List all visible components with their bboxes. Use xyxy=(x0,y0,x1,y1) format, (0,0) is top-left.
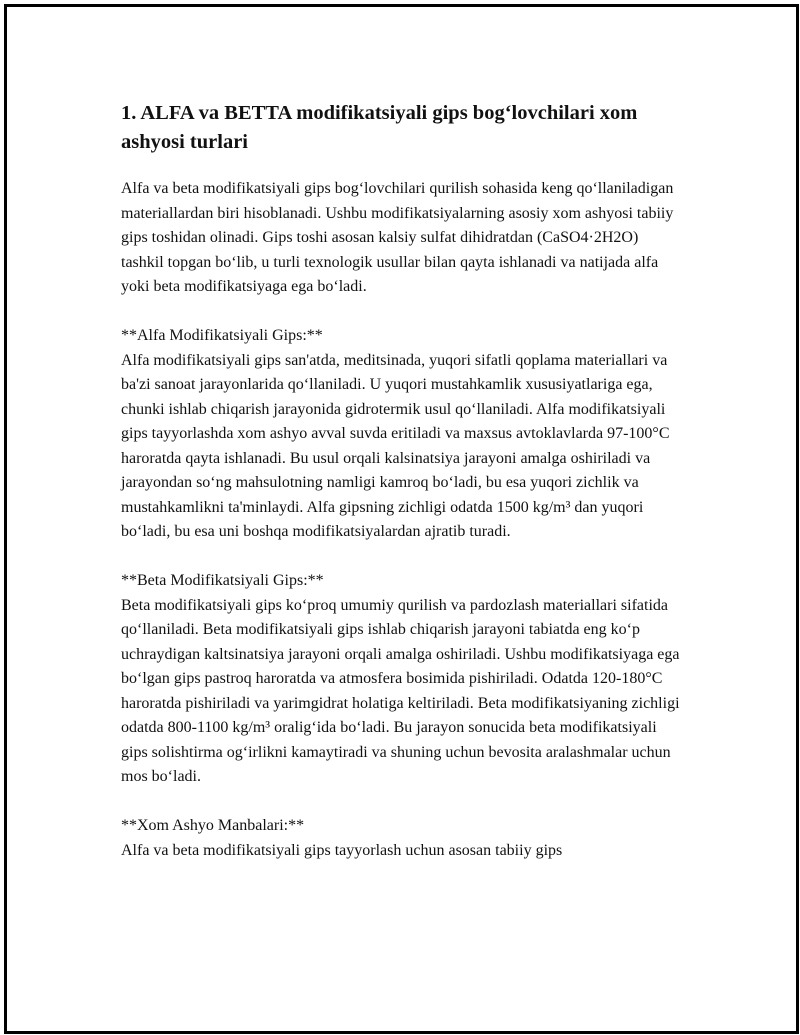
document-body xyxy=(121,99,684,863)
page-border xyxy=(4,4,799,1034)
beta-subheading: **Beta Modifikatsiyali Gips:** xyxy=(121,572,324,589)
beta-paragraph: Beta modifikatsiyali gips ko‘proq umumiy qurilish va pardozlash materiallari sifatida qo‘llaniladi. Beta modifikatsiyali gips ishlab chiqarish jarayoni tabiatda eng ko‘p uchraydigan kaltsinatsiya jarayoni orqali amalga oshiriladi. Ushbu modifikatsiyaga ega bo‘lgan gips pastroq haroratda va atmosfera bosimida pishiriladi. Odatda 120-180°C haroratda pishiriladi va yarimgidrat holatiga keltiriladi. Beta modifikatsiyaning zichligi odatda 800-1100 kg/m³ oralig‘ida bo‘ladi. Bu jarayon sonucida beta modifikatsiyali gips solishtirma og‘irlikni kamaytiradi va shuning uchun bevosita aralashmalar uchun mos bo‘ladi. xyxy=(121,596,684,785)
xom-ashyo-paragraph: Alfa va beta modifikatsiyali gips tayyorlash uchun asosan tabiiy gips xyxy=(121,841,563,859)
alfa-subheading: **Alfa Modifikatsiyali Gips:** xyxy=(121,327,323,344)
paragraph-spacer xyxy=(121,790,681,815)
section-heading: 1. ALFA va BETTA modifikatsiyali gips bog‘lovchilari xom ashyosi turlari xyxy=(121,102,638,153)
intro-paragraph: Alfa va beta modifikatsiyali gips bog‘lovchilari qurilish sohasida keng qo‘llaniladigan materiallardan biri hisoblanadi. Ushbu modifikatsiyalarning asosiy xom ashyosi tabiiy gips toshidan olinadi. Gips toshi asosan kalsiy sulfat dihidratdan (CaSO4·2H2O) tashkil topgan bo‘lib, u turli texnologik usullar bilan qayta ishlanadi va natijada alfa yoki beta modifikatsiyaga ega bo‘ladi. xyxy=(121,180,678,295)
paragraph-spacer xyxy=(121,300,681,325)
alfa-paragraph: Alfa modifikatsiyali gips san'atda, meditsinada, yuqori sifatli qoplama materiallari va ba'zi sanoat jarayonlarida qo‘llaniladi. U yuqori mustahkamlik xususiyatlariga ega, chunki ishlab chiqarish jarayonida gidrotermik usul qo‘llaniladi. Alfa modifikatsiyali gips tayyorlashda xom ashyo avval suvda eritiladi va maxsus avtoklavlarda 97-100°C haroratda qayta ishlanadi. Bu usul orqali kalsinatsiya jarayoni amalga oshiriladi va jarayondan so‘ng mahsulotning namligi kamroq bo‘ladi, bu esa yuqori zichlik va mustahkamlikni ta'minlaydi. Alfa gipsning zichligi odatda 1500 kg/m³ dan yuqori bo‘ladi, bu esa uni boshqa modifikatsiyalardan ajratib turadi. xyxy=(121,351,674,540)
xom-ashyo-subheading: **Xom Ashyo Manbalari:** xyxy=(121,817,305,834)
paragraph-spacer xyxy=(121,545,681,570)
